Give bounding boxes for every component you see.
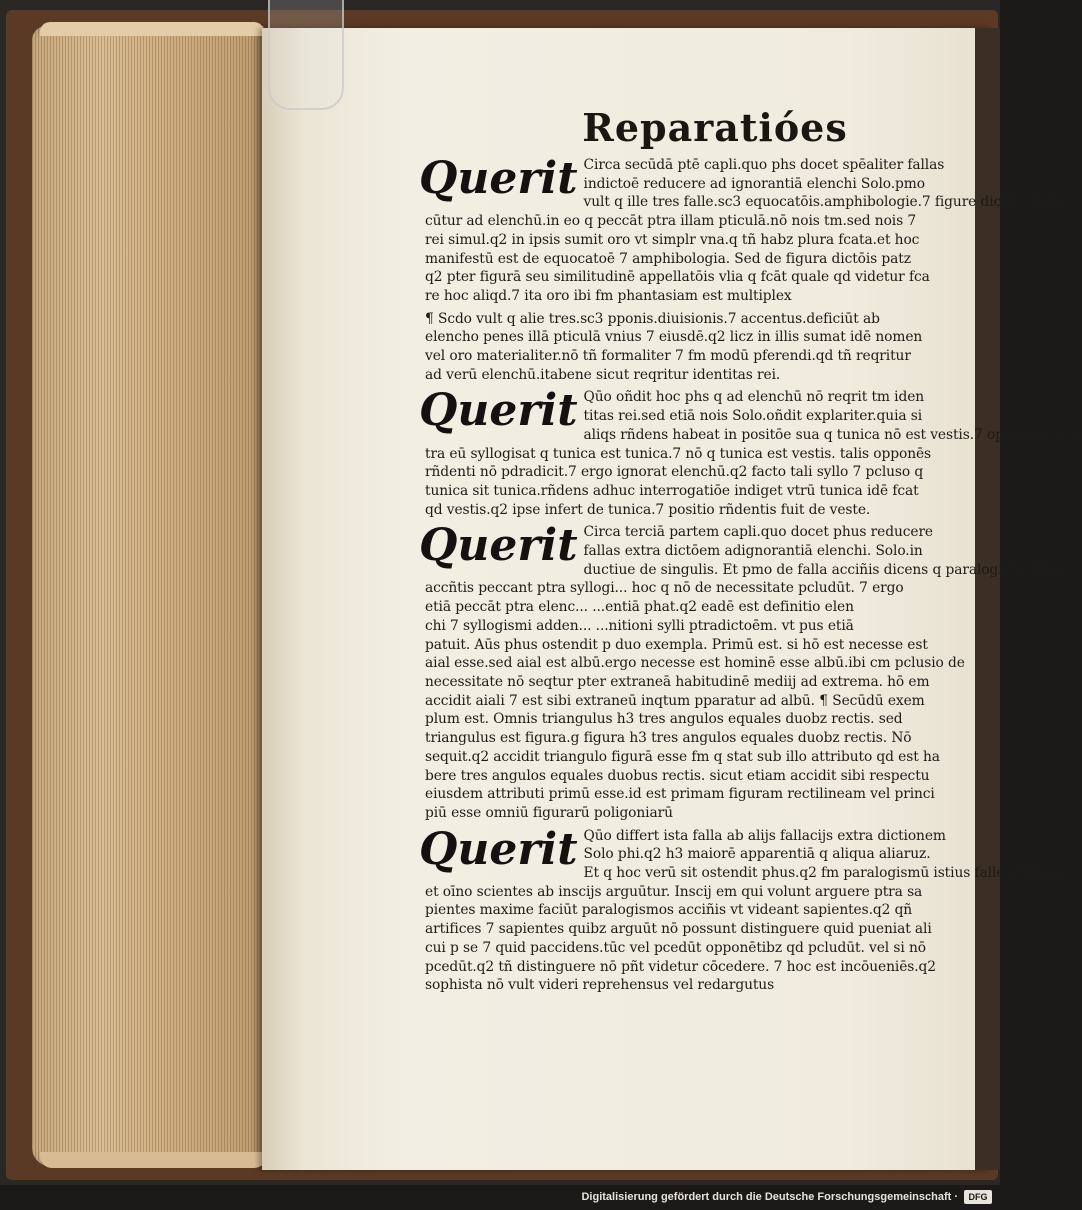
text-line: qd vestis.q2 ipse infert de tunica.7 positio rñdentis fuit de veste. xyxy=(425,501,871,518)
text-line: Circa terciā partem capli.quo docet phus reducere xyxy=(583,524,934,541)
text-line: ¶ Scdo vult q alie tres.sc3 pponis.diuisionis.7 accentus.deficiūt ab xyxy=(425,310,880,327)
querit-initial: Querit xyxy=(419,153,578,204)
page-clip xyxy=(268,0,344,110)
text-line: accidit aiali 7 est sibi extraneū inqtum pparatur ad albū. ¶ Secūdū exem xyxy=(425,692,925,709)
text-line: Qūo differt ista falla ab alijs fallacijs extra dictionem xyxy=(583,827,946,844)
text-line: etiā peccāt ptra elenc... ...entiā phat.q2 eadē est definitio elen xyxy=(425,599,854,616)
text-line: ad verū elenchū.itabene sicut reqritur identitas rei. xyxy=(425,366,781,383)
querit-initial: Querit xyxy=(419,520,578,572)
text-line: Qūo oñdit hoc phs q ad elenchū nō reqrit tm iden xyxy=(583,389,925,406)
text-line: piū esse omniū figurarū poligoniarū xyxy=(425,804,673,821)
running-header: Reparatióes xyxy=(582,105,848,150)
text-section xyxy=(425,310,925,385)
text-line: sequit.q2 accidit triangulo figurā esse fm q stat sub illo attributo qd est ha xyxy=(425,748,940,765)
page-edges-top xyxy=(40,22,264,36)
text-line: elencho penes illā pticulā vnius 7 eiusdē.q2 licz in illis sumat idē nomen xyxy=(425,329,923,346)
text-section xyxy=(419,385,1082,519)
text-line: tra eū syllogisat q tunica est tunica.7 nō q tunica est vestis. talis opponēs xyxy=(425,445,932,462)
text-line: eiusdem attributi primū esse.id est primam figuram rectilineam vel princi xyxy=(425,786,935,803)
text-line: rñdenti nō pdradicit.7 ergo ignorat elenchū.q2 facto tali syllo 7 pcluso q xyxy=(425,464,924,481)
text-section xyxy=(419,823,1065,995)
text-line: manifestū est de equocatoē 7 amphibologia. Sed de figura dictōis patz xyxy=(425,250,911,267)
text-line: Circa secūdā ptē capli.quo phs docet spēaliter fallas xyxy=(583,157,945,173)
text-line: re hoc aliqd.7 ita oro ibi fm phantasiam est multiplex xyxy=(425,287,792,304)
text-line: vel oro materialiter.nō tñ formaliter 7 fm modū pferendi.qd tñ reqritur xyxy=(425,348,911,365)
page-edges-bottom xyxy=(40,1152,266,1168)
querit-initial: Querit xyxy=(419,385,578,437)
text-line: pientes maxime faciūt paralogismos acciñis vt videant sapientes.q2 qñ xyxy=(425,902,913,919)
footer-bar xyxy=(0,1185,1000,1210)
funding-credit: Digitalisierung gefördert durch die Deutsche Forschungsgemeinschaft · xyxy=(581,1191,958,1203)
querit-initial: Querit xyxy=(419,823,578,875)
text-sections xyxy=(419,153,1082,995)
text-line: cūtur ad elenchū.in eo q peccāt ptra illam pticulā.nō nois tm.sed nois 7 xyxy=(425,213,917,230)
text-section xyxy=(419,153,1063,306)
text-section xyxy=(419,520,1061,822)
text-line: titas rei.sed etiā nois Solo.oñdit explariter.quia si xyxy=(583,408,923,425)
text-line: et oīno scientes ab inscijs arguūtur. Inscij em qui volunt arguere ptra sa xyxy=(425,883,923,900)
text-line: cui p se 7 quid paccidens.tūc vel pcedūt opponētibz qd pcludūt. vel si nō xyxy=(425,939,926,956)
text-line: patuit. Aūs phus ostendit p duo exempla. Primū est. si hō est necesse est xyxy=(425,636,928,653)
text-line: vult q ille tres falle.sc3 equocatōis.amphibologie.7 figure dictōis redu xyxy=(583,194,1063,211)
text-line: ductiue de singulis. Et pmo de falla acciñis dicens q paralogismi falle xyxy=(583,561,1061,578)
text-line: pcedūt.q2 tñ distinguere nō pñt videtur cōcedere. 7 hoc est incōueniēs.q2 xyxy=(425,958,936,975)
page-text xyxy=(419,105,1082,999)
page-edges xyxy=(32,26,264,1166)
text-line: artifices 7 sapientes quibz arguūt nō possunt distinguere quid pueniat ali xyxy=(425,921,932,938)
text-line: aliqs rñdens habeat in positōe sua q tunica nō est vestis.7 opponens con xyxy=(583,426,1082,443)
text-line: indictoē reducere ad ignorantiā elenchi Solo.pmo xyxy=(583,175,925,192)
text-line: necessitate nō seqtur pter extraneā habitudinē mediij ad extrema. hō em xyxy=(425,673,930,690)
text-line: aial esse.sed aial est albū.ergo necesse est hominē esse albū.ibi cm pclusio de xyxy=(425,655,965,672)
text-line: Solo phi.q2 h3 maiorē apparentiā q aliqua aliaruz. xyxy=(583,846,931,863)
dfg-logo: DFG xyxy=(964,1190,992,1204)
text-line: triangulus est figura.g figura h3 tres angulos equales duobz rectis. Nō xyxy=(425,730,912,747)
text-line: chi 7 syllogismi adden... ...nitioni sylli ptradictoēm. vt pus etiā xyxy=(425,617,854,634)
text-line: bere tres angulos equales duobus rectis. sicut etiam accidit sibi respectu xyxy=(425,767,930,784)
text-line: fallas extra dictōem adignorantiā elenchi. Solo.in xyxy=(583,543,923,560)
text-line: sophista nō vult videri reprehensus vel redargutus xyxy=(425,977,775,994)
text-line: tunica sit tunica.rñdens adhuc interrogatiōe indiget vtrū tunica idē fcat xyxy=(425,482,919,499)
text-line: accñtis peccant ptra syllogi... hoc q nō de necessitate pcludūt. 7 ergo xyxy=(425,580,904,597)
text-line: plum est. Omnis triangulus h3 tres angulos equales duobz rectis. sed xyxy=(425,711,903,728)
text-line: rei simul.q2 in ipsis sumit oro vt simplr vna.q tñ habz plura fcata.et hoc xyxy=(425,231,920,248)
text-line: q2 pter figurā seu similitudinē appellatōis vlia q fcāt quale qd videtur fca xyxy=(425,269,930,286)
text-line: Et q hoc verū sit ostendit phus.q2 fm paralogismū istius falle artifices xyxy=(583,865,1065,882)
